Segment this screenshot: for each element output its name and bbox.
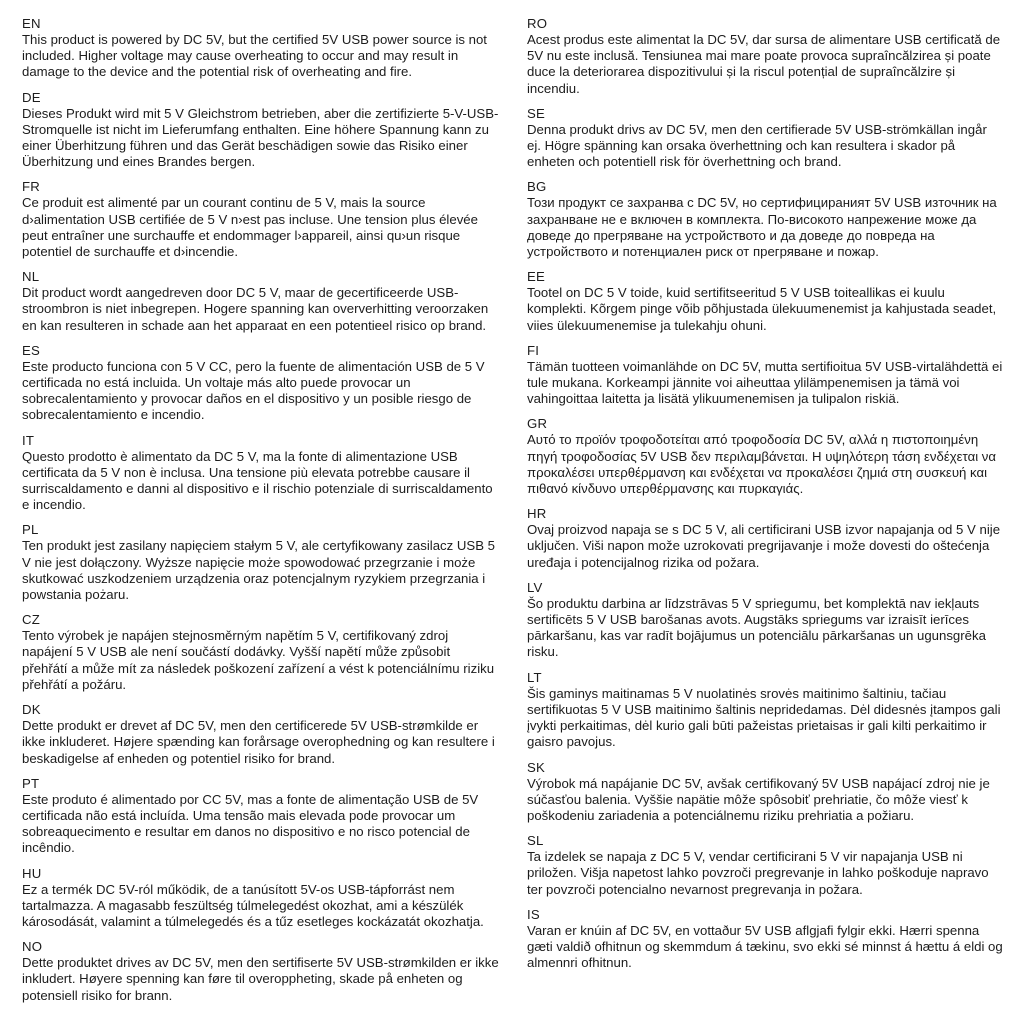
- language-text: Este produto é alimentado por CC 5V, mas a fonte de alimentação USB de 5V certificada não está incluída. Uma tensão mais elevada pode provocar um sobreaquecimento e resultar em danos no dispositivo e no risco potencial de incêndio.: [22, 791, 479, 856]
- language-text: Ce produit est alimenté par un courant continu de 5 V, mais la source d›alimentation USB certifiée de 5 V n›est pas incluse. Une tension plus élevée peut entraîner une surchauffe et endommager l›appareil, ainsi qu›un risque potentiel de surchauffe et d›incendie.: [22, 195, 478, 260]
- language-section-sk: [527, 760, 1004, 825]
- language-text: Dieses Produkt wird mit 5 V Gleichstrom betrieben, aber die zertifizierte 5-V-USB-Stromquelle ist nicht im Lieferumfang enthalten. Eine höhere Spannung kann zu einer Überhitzung führen und das Gerät beschädigen sowie das Risiko einer Überhitzung und eines Brandes bergen.: [22, 105, 499, 170]
- language-text: Acest produs este alimentat la DC 5V, dar sursa de alimentare USB certificată de 5V nu este inclusă. Tensiunea mai mare poate provoca supraîncălzirea și poate duce la deteriorarea dispozitivului și la riscul potențial de supraîncălzire și incendiu.: [527, 32, 1001, 96]
- language-section-nl: [22, 269, 499, 334]
- language-code: FI: [527, 342, 540, 358]
- language-section-sl: [527, 833, 1004, 898]
- language-code: SL: [527, 833, 544, 849]
- language-code: CZ: [22, 612, 40, 628]
- language-text: Ez a termék DC 5V-ról működik, de a tanúsított 5V-os USB-tápforrást nem tartalmazza. A magasabb feszültség túlmelegedést okozhat, ami a készülék károsodását, valamint a túlmelegedés és a tűz esetleges kockázatát okozhatja.: [22, 881, 484, 929]
- language-text: Questo prodotto è alimentato da DC 5 V, ma la fonte di alimentazione USB certificata da 5 V non è inclusa. Una tensione più elevata potrebbe causare il surriscaldamento e danni al dispositivo e il rischio potenziale di surriscaldamento e incendio.: [22, 448, 493, 513]
- language-section-en: [22, 16, 499, 81]
- language-text: Dit product wordt aangedreven door DC 5 V, maar de gecertificeerde USB-stroombron is niet inbegrepen. Hogere spanning kan oververhitting veroorzaken en kan resulteren in schade aan het apparaat en een potentieel risico op brand.: [22, 285, 489, 333]
- language-section-is: [527, 907, 1004, 972]
- language-section-gr: [527, 416, 1004, 497]
- language-text: Ta izdelek se napaja z DC 5 V, vendar certificirani 5 V vir napajanja USB ni priložen. Višja napetost lahko povzroči pregrevanje in lahko poškoduje napravo ter povzroči potencialno nevarnost pregrevanja in požara.: [527, 849, 989, 897]
- language-section-fr: [22, 179, 499, 260]
- language-code: GR: [527, 416, 548, 432]
- language-text: Tämän tuotteen voimanlähde on DC 5V, mutta sertifioitua 5V USB-virtalähdettä ei tule mukana. Korkeampi jännite voi aiheuttaa ylilämpenemisen ja tämä voi vahingoittaa laitetta ja lisätä ylikuumenemisen ja tulipalon riskiä.: [527, 358, 1003, 407]
- language-code: EN: [22, 16, 41, 31]
- left-column: [22, 16, 499, 1014]
- language-text: Varan er knúin af DC 5V, en vottaður 5V USB aflgjafi fylgir ekki. Hærri spenna gæti valdið ofhitnun og skemmdum á tækinu, svo ekki sé minnst á hættu á eldi og almennri ofhitnun.: [527, 922, 1003, 971]
- language-text: Výrobok má napájanie DC 5V, avšak certifikovaný 5V USB napájací zdroj nie je súčasťou balenia. Vyššie napätie môže spôsobiť prehriatie, čo môže viesť k poškodeniu zariadenia a potenciálnemu riziku prehriatia a požiaru.: [527, 775, 990, 823]
- language-code: LV: [527, 579, 543, 595]
- language-section-ro: [527, 16, 1004, 97]
- language-text: Este producto funciona con 5 V CC, pero la fuente de alimentación USB de 5 V certificada no está incluida. Un voltaje más alto puede provocar un sobrecalentamiento y provocar daños en el dispositivo y un posible riesgo de sobrecalentamiento e incendio.: [22, 358, 485, 423]
- language-code: EE: [527, 269, 545, 285]
- language-section-dk: [22, 702, 499, 767]
- language-code: RO: [527, 16, 548, 31]
- language-text: Tento výrobek je napájen stejnosměrným napětím 5 V, certifikovaný zdroj napájení 5 V USB ale není součástí dodávky. Vyšší napětí může způsobit přehřátí a může mít za následek poškození zařízení a vést k potenciálnímu riziku přehřátí a požáru.: [22, 628, 495, 692]
- language-section-ee: [527, 269, 1004, 334]
- language-code: FR: [22, 179, 40, 195]
- language-code: SK: [527, 759, 545, 775]
- language-code: LT: [527, 669, 542, 685]
- language-text: Tootel on DC 5 V toide, kuid sertifitseeritud 5 V USB toiteallikas ei kuulu komplekti. Kõrgem pinge võib põhjustada ülekuumenemist ja kahjustada seadet, viies ülekuumenemise ja tulekahju ohuni.: [527, 285, 997, 333]
- language-section-it: [22, 433, 499, 514]
- language-section-bg: [527, 179, 1004, 260]
- language-text: Този продукт се захранва с DC 5V, но сертифицираният 5V USB източник на захранване не е включен в комплекта. По-високото напрежение може да доведе до прегряване на устройството и да доведе до повреда на устройството и потенциален риск от прегряване и пожар.: [527, 195, 997, 260]
- language-code: HR: [527, 506, 547, 522]
- language-section-fi: [527, 343, 1004, 408]
- language-code: DK: [22, 702, 41, 718]
- language-text: Dette produkt er drevet af DC 5V, men den certificerede 5V USB-strømkilde er ikke inkluderet. Højere spænding kan forårsage overophedning og kan resultere i beskadigelse af enheden og potentiel risiko for brand.: [22, 718, 495, 766]
- language-text: Šo produktu darbina ar līdzstrāvas 5 V spriegumu, bet komplektā nav iekļauts sertificēts 5 V USB barošanas avots. Augstāks spriegums var izraisīt ierīces pārkaršanu, kas var radīt bojājumus un potenciālu pārkaršanas un ugunsgrēka risku.: [527, 595, 986, 660]
- language-section-hr: [527, 506, 1004, 571]
- language-code: PL: [22, 522, 39, 538]
- language-section-cz: [22, 612, 499, 693]
- language-text: Ovaj proizvod napaja se s DC 5 V, ali certificirani USB izvor napajanja od 5 V nije uključen. Viši napon može uzrokovati pregrijavanje i može dovesti do oštećenja uređaja i potencijalnog rizika od požara.: [527, 522, 1001, 570]
- right-column: [527, 16, 1004, 1014]
- language-code: DE: [22, 89, 41, 105]
- language-code: PT: [22, 775, 40, 791]
- language-text: Αυτό το προϊόν τροφοδοτείται από τροφοδοσία DC 5V, αλλά η πιστοποιημένη πηγή τροφοδοσίας 5V USB δεν περιλαμβάνεται. Η υψηλότερη τάση ενδέχεται να προκαλέσει υπερθέρμανση και ενδέχεται να προκαλέσει ζημιά στη συσκευή και πιθανό κίνδυνο υπερθέρμανσης και πυρκαγιάς.: [527, 432, 997, 497]
- language-text: Denna produkt drivs av DC 5V, men den certifierade 5V USB-strömkällan ingår ej. Högre spänning kan orsaka överhettning och kan resultera i skador på enheten och potentiell risk för överhettning och brand.: [527, 121, 987, 170]
- language-code: IS: [527, 906, 540, 922]
- language-text: This product is powered by DC 5V, but the certified 5V USB power source is not included. Higher voltage may cause overheating to occur and may result in damage to the device and the potential risk of overheating and fire.: [22, 32, 487, 80]
- language-section-lv: [527, 580, 1004, 661]
- language-code: NO: [22, 939, 43, 955]
- language-section-pt: [22, 776, 499, 857]
- language-code: IT: [22, 432, 35, 448]
- language-code: NL: [22, 269, 40, 285]
- language-section-es: [22, 343, 499, 424]
- language-section-no: [22, 939, 499, 1004]
- language-section-pl: [22, 522, 499, 603]
- language-text: Šis gaminys maitinamas 5 V nuolatinės srovės maitinimo šaltiniu, tačiau sertifikuotas 5 V USB maitinimo šaltinis nepridedamas. Dėl didesnės įtampos gali įvykti perkaitimas, dėl kurio gali būti pažeistas prietaisas ir gali kilti perkaitimo ir gaisro pavojus.: [527, 685, 1001, 750]
- language-section-lt: [527, 670, 1004, 751]
- language-text: Dette produktet drives av DC 5V, men den sertifiserte 5V USB-strømkilden er ikke inkludert. Høyere spenning kan føre til overoppheting, skade på enheten og potensiell risiko for brann.: [22, 955, 499, 1003]
- language-section-hu: [22, 866, 499, 931]
- language-text: Ten produkt jest zasilany napięciem stałym 5 V, ale certyfikowany zasilacz USB 5 V nie jest dołączony. Wyższe napięcie może spowodować przegrzanie i może skutkować uszkodzeniem urządzenia oraz potencjalnym ryzykiem przegrzania i powstania pożaru.: [22, 538, 496, 603]
- language-section-se: [527, 106, 1004, 171]
- language-code: SE: [527, 105, 545, 121]
- language-section-de: [22, 90, 499, 171]
- language-code: BG: [527, 179, 547, 195]
- language-code: ES: [22, 342, 40, 358]
- language-code: HU: [22, 865, 42, 881]
